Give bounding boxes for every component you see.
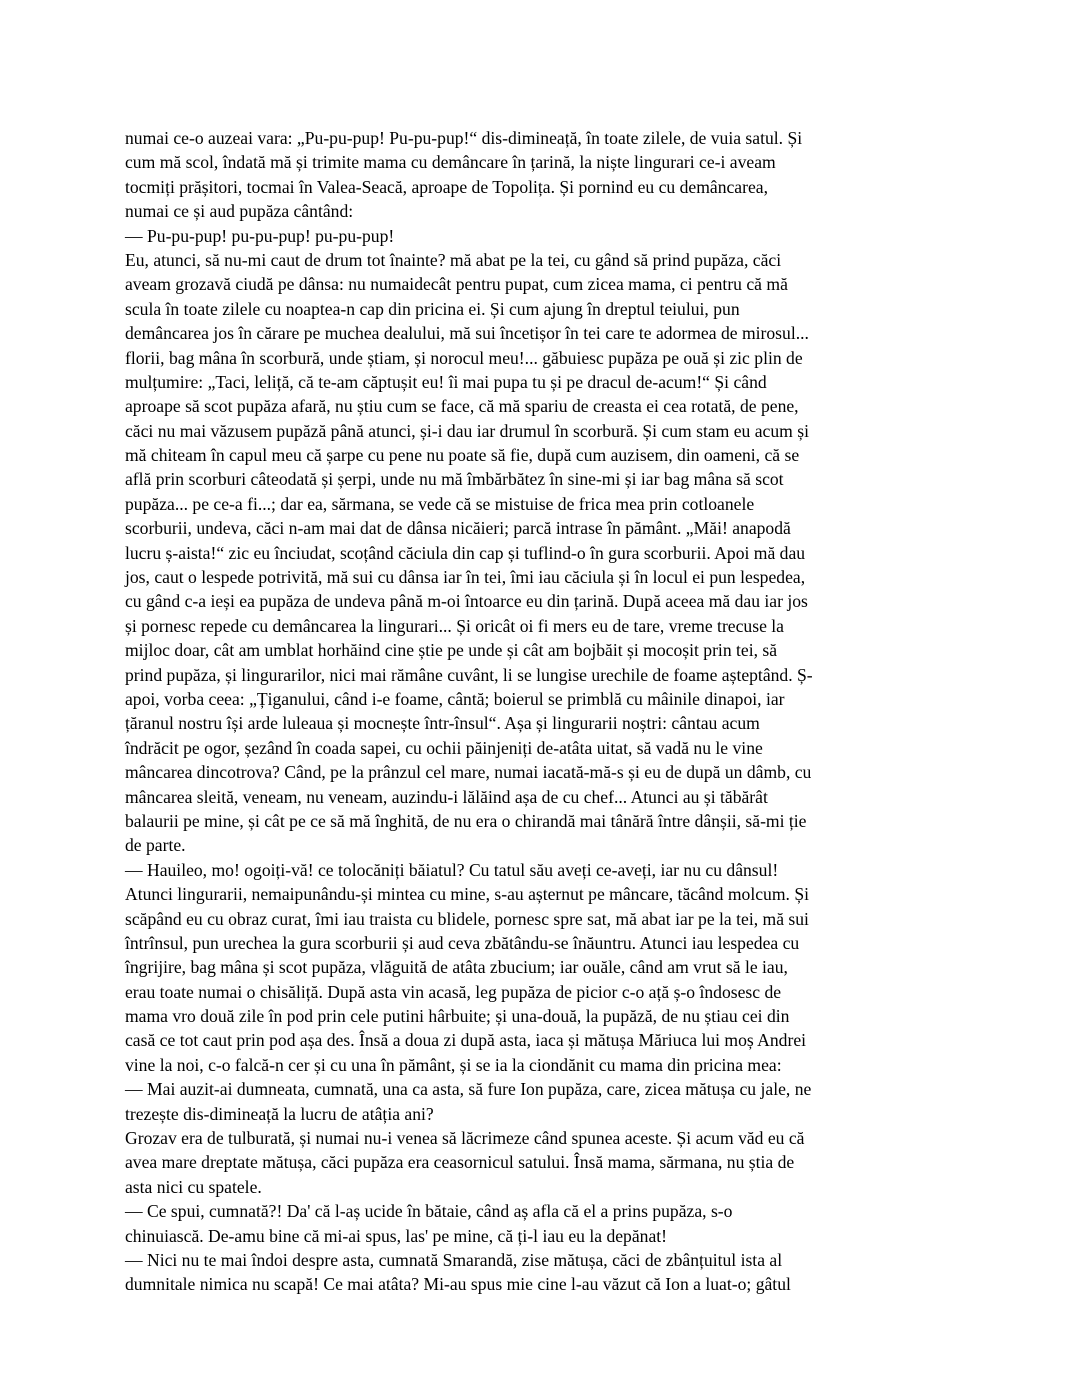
text-line: află prin scorburi câteodată și șerpi, unde nu mă îmbărbătez în sine-mi și iar bag mâna să scot [125,469,784,490]
text-line: îndrăcit pe ogor, șezând în coada sapei, cu ochii păinjeniți de-atâta uitat, să vadă nu le vine [125,737,763,758]
text-line: asta nici cu spatele. [125,1176,262,1197]
text-line: îngrijire, bag mâna și scot pupăza, vlăguită de atâta zbucium; iar ouăle, când am vrut să le iau, [125,957,788,978]
text-line: — Hauileo, mo! ogoiți-vă! ce tolocăniți băiatul? Cu tatul său aveți ce-aveți, iar nu cu dânsul! [125,859,779,880]
text-line: Grozav era de tulburată, și numai nu-i venea să lăcrimeze când spunea aceste. Și acum văd eu că [125,1128,805,1149]
text-line: cu gând c-a ieși ea pupăza de undeva până m-oi întoarce eu din țarină. După aceea mă dau iar jos [125,591,808,612]
text-line: mâncarea dincotrova? Când, pe la prânzul cel mare, numai iacată-mă-s și eu de după un dâmb, cu [125,762,812,783]
text-line: scula în toate zilele cu noaptea-n cap din pricina ei. Și cum ajung în dreptul teiului, pun [125,298,740,319]
text-line: jos, caut o lespede potrivită, mă sui cu dânsa iar în tei, îmi iau căciula și în locul ei pun lespedea, [125,567,806,588]
text-line: — Ce spui, cumnată?! Da' că l-aș ucide în bătaie, când aș afla că el a prins pupăza, s-o [125,1201,733,1222]
text-line: vine la noi, c-o falcă-n cer și cu una în pământ, și se ia la ciondănit cu mama din pricina mea: [125,1054,782,1075]
text-line: numai ce-o auzeai vara: „Pu-pu-pup! Pu-pu-pup!“ dis-dimineață, în toate zilele, de vuia satul. Și [125,128,803,148]
text-line: mijloc doar, cât am umblat horhăind cine știe pe unde și cât am bojbăit și mocoșit prin tei, să [125,640,778,661]
text-line: țăranul nostru își arde luleaua și mocnește într-însul“. Așa și lingurarii noștri: cântau acum [125,713,760,734]
text-line: scăpând eu cu obraz curat, îmi iau traista cu blidele, pornesc spre sat, mă abat iar pe la tei, mă sui [125,908,809,929]
text-line: tocmiți prășitori, tocmai în Valea-Seacă, aproape de Topolița. Și pornind eu cu demâncarea, [125,176,768,197]
text-line: erau toate numai o chisăliță. După asta vin acasă, leg pupăza de picior c-o ață ș-o îndosesc de [125,981,782,1002]
text-line: cum mă scol, îndată mă și trimite mama cu demâncare în țarină, la niște lingurari ce-i aveam [125,152,776,173]
text-line: lucru ș-aista!“ zic eu înciudat, scoțând căciula din cap și tuflind-o în gura scorburii. Apoi mă dau [125,542,806,563]
text-line: aproape să scot pupăza afară, nu știu cum se face, că mă spariu de creasta ei cea rotată, de pene, [125,396,799,417]
text-line: Eu, atunci, să nu-mi caut de drum tot înainte? mă abat pe la tei, cu gând să prind pupăza, căci [125,249,782,270]
text-line: mâncarea sleită, veneam, nu veneam, auzindu-i lălăind așa de cu chef... Atunci au și tăbărât [125,786,768,807]
text-line: căci nu mai văzusem pupăză până atunci, și-i dau iar drumul în scorbură. Și cum stam eu acum și [125,420,809,441]
text-line: întrînsul, pun urechea la gura scorburii și aud ceva zbătându-se înăuntru. Atunci iau lespedea cu [125,932,800,953]
text-line: — Mai auzit-ai dumneata, cumnată, una ca asta, să fure Ion pupăza, care, zicea mătușa cu jale, ne [125,1079,812,1100]
text-line: balaurii pe mine, și cât pe ce să mă înghită, de nu era o chirandă mai tânără între dânșii, să-mi ție [125,810,807,831]
text-line: și pornesc repede cu demâncarea la lingurari... Și oricât oi fi mers eu de tare, vreme trecuse la [125,615,784,636]
text-line: — Nici nu te mai îndoi despre asta, cumnată Smarandă, zise mătușa, căci de zbânțuitul ista al [125,1249,783,1270]
text-line: apoi, vorba ceea: „Țiganului, când i-e foame, cântă; boierul se primblă cu mâinile dinapoi, iar [125,688,785,709]
text-line: trezește dis-dimineață la lucru de atâția ani? [125,1103,434,1124]
text-line: casă ce tot caut prin pod așa des. Însă a doua zi după asta, iaca și mătușa Măriuca lui moș Andrei [125,1030,807,1051]
text-line: mă chiteam în capul meu că șarpe cu pene nu poate să fie, după cum auzisem, din oameni, că se [125,445,800,466]
text-line: prind pupăza, și lingurarilor, nici mai rămâne cuvânt, li se lungise urechile de foame așteptând. Ș- [125,664,813,685]
text-line: numai ce și aud pupăza cântând: [125,201,354,222]
text-line: Atunci lingurarii, nemaipunându-și mintea cu mine, s-au așternut pe mâncare, tăcând molcum. Și [125,884,809,905]
text-line: dumnitale nimica nu scapă! Ce mai atâta? Mi-au spus mie cine l-au văzut că Ion a luat-o; gâtul [125,1274,791,1295]
text-line: — Pu-pu-pup! pu-pu-pup! pu-pu-pup! [125,225,395,246]
text-line: demâncarea jos în cărare pe muchea dealului, mă sui încetișor în tei care te adormea de mirosul... [125,323,809,344]
text-line: florii, bag mâna în scorbură, unde știam, și norocul meu!... găbuiesc pupăza pe ouă și zic plin de [125,347,803,368]
text-line: aveam grozavă ciudă pe dânsa: nu numaidecât pentru pupat, cum zicea mama, ci pentru că mă [125,274,788,295]
text-line: scorburii, undeva, căci n-am mai dat de dânsa nicăieri; parcă intrase în pământ. „Măi! anapodă [125,518,791,539]
text-line: de parte. [125,835,186,856]
text-line: avea mare dreptate mătușa, căci pupăza era ceasornicul satului. Însă mama, sărmana, nu știa de [125,1152,795,1173]
text-line: mama vro două zile în pod prin cele putini hârbuite; și una-două, la pupăză, de nu știau cei din [125,1006,790,1027]
text-line: chinuiască. De-amu bine că mi-ai spus, las' pe mine, că ți-l iau eu la depănat! [125,1225,668,1246]
text-line: pupăza... pe ce-a fi...; dar ea, sărmana, se vede că se mistuise de frica mea prin cotloanele [125,493,755,514]
text-line: mulțumire: „Taci, leliță, că te-am căptușit eu! îi mai pupa tu și pe dracul de-acum!“ Și când [125,371,767,392]
text-block [125,126,961,1297]
